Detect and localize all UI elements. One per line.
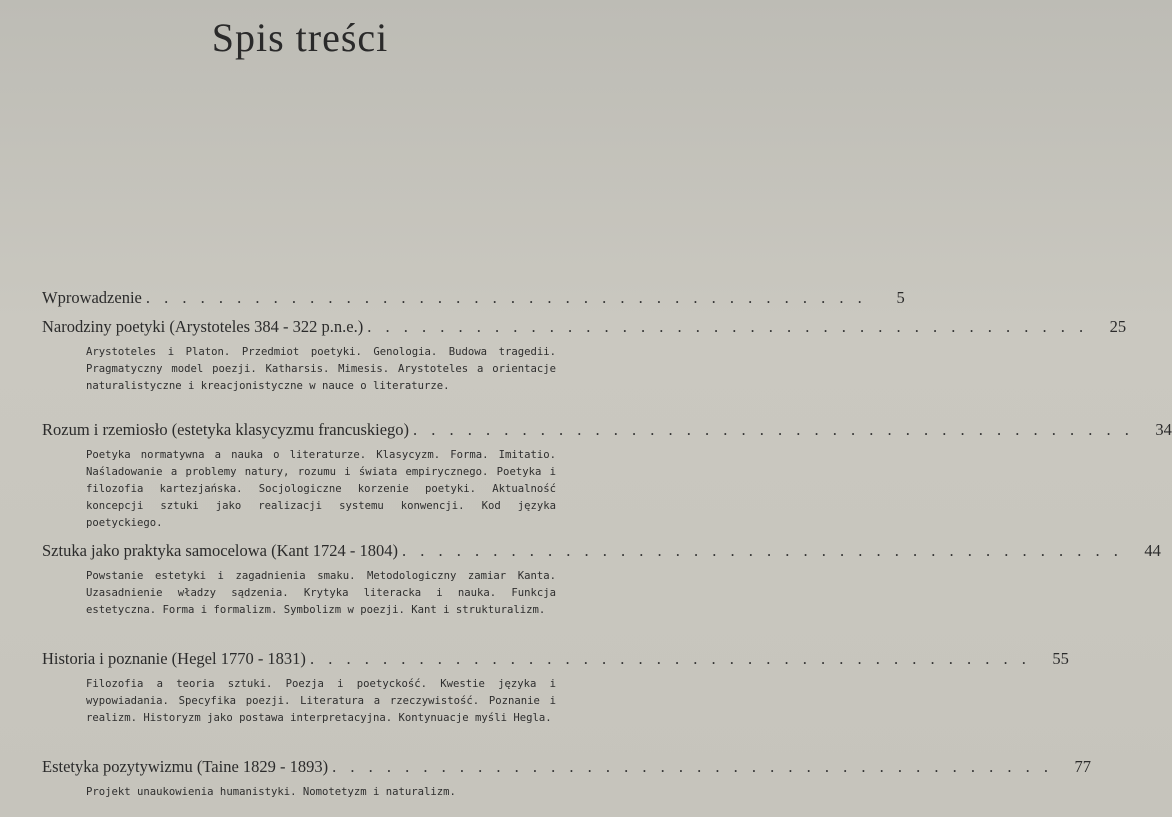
toc-entry-description: Poetyka normatywna a nauka o literaturze. Klasycyzm. Forma. Imitatio. Naśladowanie a problemy natury, rozumu i świata empirycznego. Poetyka i filozofia kartezjańska. Socjologiczne korzenie poetyki. Aktualność koncepcji sztuki jako realizacji systemu konwencji. Kod języka poetyckiego.: [86, 449, 556, 529]
toc-page-number: 55: [1052, 649, 1069, 668]
toc-page-number: 34: [1155, 420, 1172, 439]
toc-page-number: 25: [1109, 317, 1127, 336]
toc-entry-description: Arystoteles i Platon. Przedmiot poetyki. Genologia. Budowa tragedii. Pragmatyczny model poezji. Katharsis. Mimesis. Arystoteles a orientacje naturalistyczne i kreacjonistyczne w nauce o literaturze.: [86, 346, 556, 392]
toc-entry-classicism[interactable]: [42, 419, 1172, 532]
toc-entry-positivism[interactable]: [42, 756, 1092, 801]
toc-entry-heading: [42, 419, 1172, 441]
toc-entry-title: Wprowadzenie: [42, 288, 142, 307]
toc-entry-title: Narodziny poetyki (Arystoteles 384 - 322 p.n.e.): [42, 317, 364, 336]
leader-dots: . . . . . . . . . . . . . . . . . . . . . . . . . . . . . . . . . . . . . . . .: [309, 649, 1031, 668]
toc-entry-introduction[interactable]: [42, 287, 905, 309]
toc-entry-heading: [42, 316, 1127, 338]
toc-entry-hegel[interactable]: [42, 648, 1069, 727]
toc-page-number: 5: [896, 288, 905, 307]
toc-entry-title: Rozum i rzemiosło (estetyka klasycyzmu francuskiego): [42, 420, 410, 439]
page-title: Spis treści: [211, 15, 389, 60]
leader-dots: . . . . . . . . . . . . . . . . . . . . . . . . . . . . . . . . . . . . . . . .: [367, 317, 1089, 336]
toc-page-number: 44: [1144, 541, 1161, 560]
leader-dots: . . . . . . . . . . . . . . . . . . . . . . . . . . . . . . . . . . . . . . . .: [145, 288, 867, 307]
leader-dots: . . . . . . . . . . . . . . . . . . . . . . . . . . . . . . . . . . . . . . . .: [402, 541, 1123, 560]
toc-entry-kant[interactable]: [42, 540, 1161, 619]
toc-entry-description: Filozofia a teoria sztuki. Poezja i poetyckość. Kwestie języka i wypowiadania. Specyfika poezji. Literatura a rzeczywistość. Poznanie i realizm. Historyzm jako postawa interpretacyjna. Kontynuacje myśli Hegla.: [86, 678, 556, 724]
toc-entry-heading: [42, 540, 1161, 562]
toc-entry-heading: [42, 287, 905, 309]
toc-entry-title: Sztuka jako praktyka samocelowa (Kant 1724 - 1804): [42, 541, 399, 560]
toc-entry-heading: [42, 756, 1092, 778]
toc-entry-title: Estetyka pozytywizmu (Taine 1829 - 1893): [42, 757, 329, 776]
toc-entry-description: Powstanie estetyki i zagadnienia smaku. Metodologiczny zamiar Kanta. Uzasadnienie władzy sądzenia. Krytyka literacka i nauka. Funkcja estetyczna. Forma i formalizm. Symbolizm w poezji. Kant i strukturalizm.: [86, 570, 556, 616]
leader-dots: . . . . . . . . . . . . . . . . . . . . . . . . . . . . . . . . . . . . . . . .: [413, 420, 1134, 439]
toc-entry-description: Projekt unaukowienia humanistyki. Nomotetyzm i naturalizm.: [86, 786, 456, 798]
toc-entry-title: Historia i poznanie (Hegel 1770 - 1831): [42, 649, 306, 668]
toc-page-number: 77: [1074, 757, 1092, 776]
toc-entry-aristotle[interactable]: [42, 316, 1127, 395]
toc-entry-heading: [42, 648, 1069, 670]
leader-dots: . . . . . . . . . . . . . . . . . . . . . . . . . . . . . . . . . . . . . . . .: [332, 757, 1054, 776]
